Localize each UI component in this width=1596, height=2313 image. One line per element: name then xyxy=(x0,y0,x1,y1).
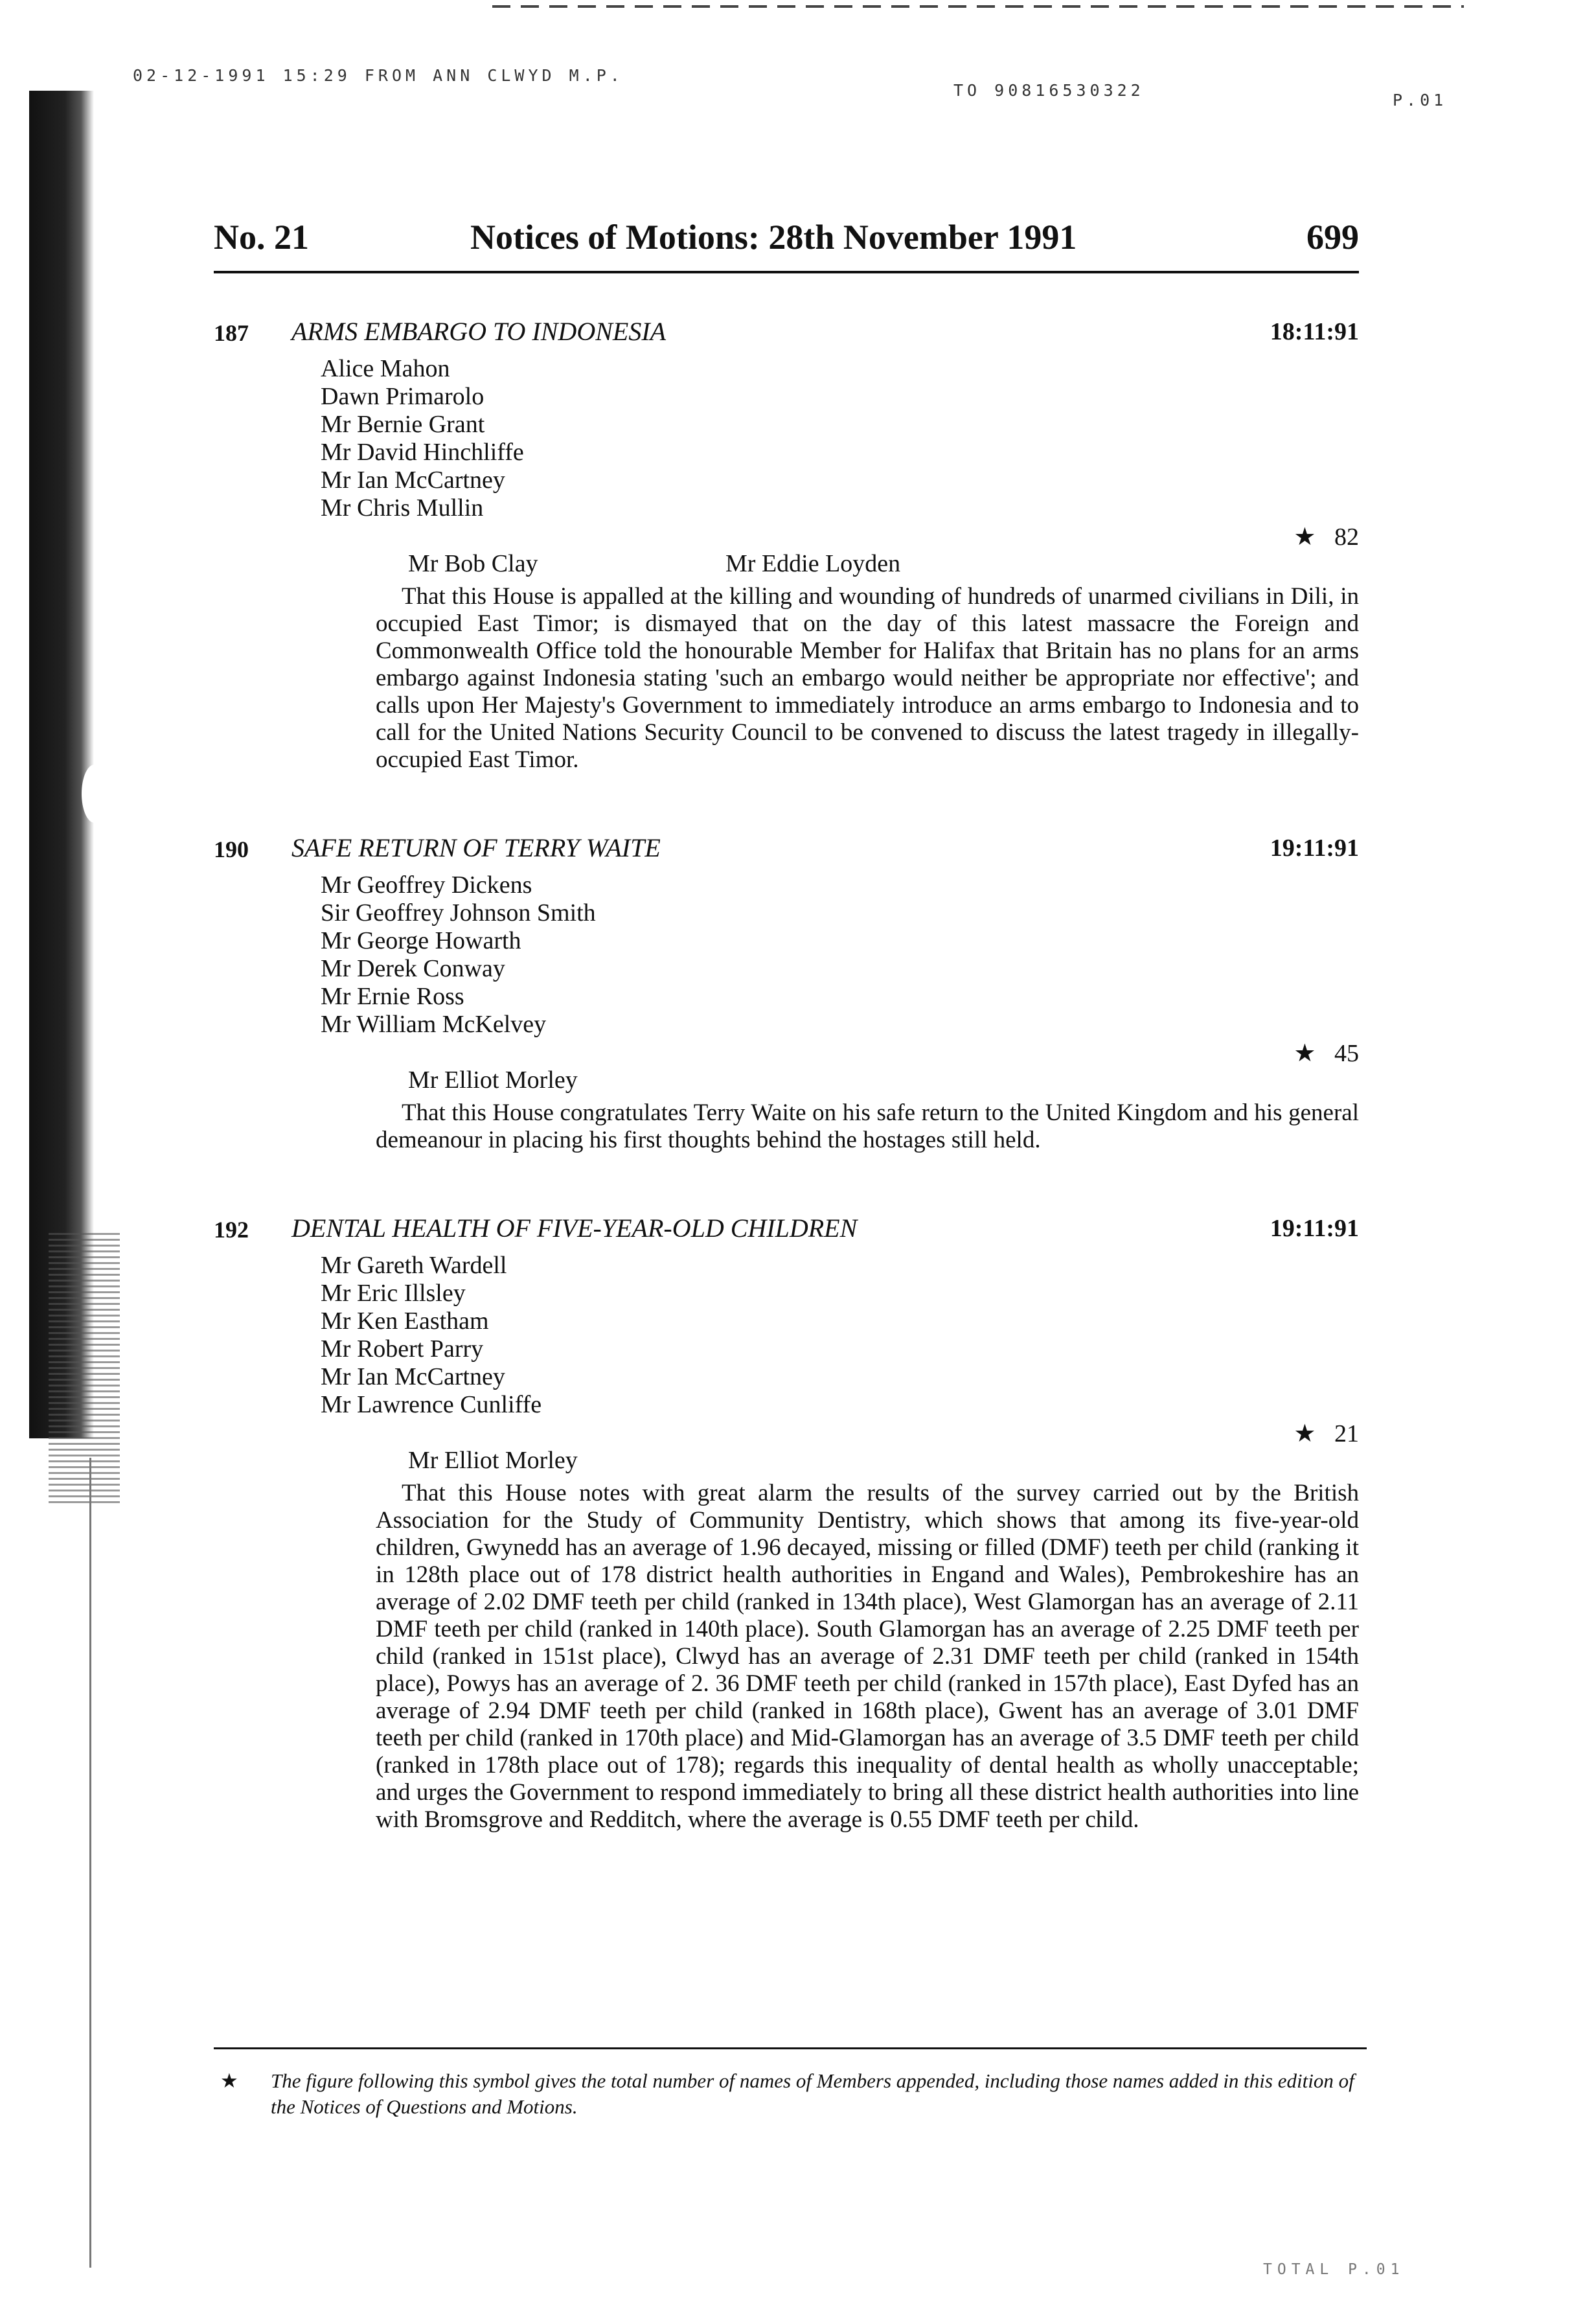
sponsor-name: Mr Ken Eastham xyxy=(321,1307,489,1335)
fax-recipient-line: TO 90816530322 xyxy=(953,81,1145,100)
scan-hole xyxy=(82,765,108,823)
motion-date: 19:11:91 xyxy=(1270,1215,1359,1242)
added-name: Mr Bob Clay xyxy=(408,550,538,577)
motion-header xyxy=(214,833,1359,866)
scan-top-dashes xyxy=(492,5,1464,8)
motion-header xyxy=(214,316,1359,350)
sponsor-list xyxy=(321,871,1359,1039)
sponsor-name: Mr Ian McCartney xyxy=(321,466,505,494)
sponsor-list xyxy=(321,1252,1359,1419)
star-icon: ★ xyxy=(220,2069,238,2092)
member-count: ★ 45 xyxy=(1294,1040,1359,1067)
motion-text: That this House congratulates Terry Waite on his safe return to the United Kingdom and his general demeanour in placing his first thoughts behind the hostages still held. xyxy=(376,1099,1359,1153)
motion-header xyxy=(214,1213,1359,1247)
motion-text: That this House is appalled at the killing and wounding of hundreds of unarmed civilians in Dili, in occupied East Timor; is dismayed that on the day of this latest massacre the Foreign and Commonwealth Office told the honourable Member for Halifax that Britain has no plans for an arms embargo against Indonesia stating 'such an embargo would neither be appropriate nor effective'; and calls upon Her Majesty's Government to immediately introduce an arms embargo to Indonesia and to call for the United Nations Security Council to be convened to discuss the latest tragedy in illegally-occupied East Timor. xyxy=(376,583,1359,773)
header-rule xyxy=(214,271,1359,273)
sponsor-name: Mr Lawrence Cunliffe xyxy=(321,1391,542,1418)
scan-noise xyxy=(49,1231,120,1503)
added-name: Mr Eddie Loyden xyxy=(725,550,901,577)
motion-number: 192 xyxy=(214,1217,249,1243)
added-names xyxy=(214,1445,1359,1475)
motion-date: 19:11:91 xyxy=(1270,834,1359,862)
scan-edge-line xyxy=(89,1458,91,2268)
sponsor-name: Sir Geoffrey Johnson Smith xyxy=(321,899,596,926)
footnote-text: The figure following this symbol gives the total number of names of Members appended, including those names added in this edition of the Notices of Questions and Motions. xyxy=(271,2069,1354,2118)
sponsor-name: Mr David Hinchliffe xyxy=(321,439,524,466)
added-name: Mr Elliot Morley xyxy=(408,1066,578,1094)
member-count: ★ 21 xyxy=(1294,1420,1359,1447)
motion-190 xyxy=(214,833,1359,1154)
sponsor-name: Dawn Primarolo xyxy=(321,383,484,410)
added-name: Mr Elliot Morley xyxy=(408,1447,578,1474)
sponsor-name: Mr Eric Illsley xyxy=(321,1280,466,1307)
added-names xyxy=(214,548,1359,578)
issue-number: No. 21 xyxy=(214,218,309,257)
motion-title: DENTAL HEALTH OF FIVE-YEAR-OLD CHILDREN xyxy=(291,1214,858,1243)
page-header xyxy=(214,211,1359,264)
motion-187 xyxy=(214,316,1359,774)
motion-title: SAFE RETURN OF TERRY WAITE xyxy=(291,833,661,862)
sponsor-name: Mr Robert Parry xyxy=(321,1335,484,1363)
sponsor-list xyxy=(321,355,1359,522)
motion-number: 187 xyxy=(214,320,249,346)
fax-sender-line: 02-12-1991 15:29 FROM ANN CLWYD M.P. xyxy=(133,66,624,85)
footnote-rule xyxy=(214,2047,1367,2049)
footnote xyxy=(220,2068,1373,2120)
sponsor-name: Mr Derek Conway xyxy=(321,955,505,982)
sponsor-name: Mr Chris Mullin xyxy=(321,494,484,522)
fax-total-pages: TOTAL P.01 xyxy=(1263,2261,1405,2278)
sponsor-name: Mr George Howarth xyxy=(321,927,521,954)
sponsor-name: Mr Ernie Ross xyxy=(321,983,464,1010)
motion-number: 190 xyxy=(214,836,249,862)
sponsor-name: Mr Bernie Grant xyxy=(321,411,485,438)
sponsor-name: Mr Ian McCartney xyxy=(321,1363,505,1390)
member-count: ★ 82 xyxy=(1294,524,1359,551)
sponsor-name: Mr Geoffrey Dickens xyxy=(321,871,532,899)
sponsor-name: Mr William McKelvey xyxy=(321,1011,547,1038)
page-title: Notices of Motions: 28th November 1991 xyxy=(470,218,1077,257)
page-number: 699 xyxy=(1306,218,1359,257)
added-names xyxy=(214,1064,1359,1094)
motion-192 xyxy=(214,1213,1359,1834)
motion-title: ARMS EMBARGO TO INDONESIA xyxy=(291,317,667,346)
sponsor-name: Mr Gareth Wardell xyxy=(321,1252,507,1279)
motion-date: 18:11:91 xyxy=(1270,318,1359,345)
fax-page-number: P.01 xyxy=(1393,91,1448,109)
sponsor-name: Alice Mahon xyxy=(321,355,450,382)
motion-text: That this House notes with great alarm the results of the survey carried out by the British Association for the Study of Community Dentistry, which shows that among its five-year-old children, Gwynedd has an average of 1.96 decayed, missing or filled (DMF) teeth per child (ranking it in 128th place out of 178 district health authorities in Engand and Wales), Pembrokeshire has an average of 2.02 DMF teeth per child (ranked in 134th place), West Glamorgan has an average of 2.11 DMF teeth per child (ranked in 140th place). South Glamorgan has an average of 2.25 DMF teeth per child (ranked in 151st place), Clwyd has an average of 2.31 DMF teeth per child (ranked in 154th place), Powys has an average of 2. 36 DMF teeth per child (ranked in 157th place), East Dyfed has an average of 2.94 DMF teeth per child (ranked in 168th place), Gwent has an average of 3.01 DMF teeth per child (ranked in 170th place) and Mid-Glamorgan has an average of 3.5 DMF teeth per child (ranked in 178th place out of 178); regards this inequality of dental health as wholly unacceptable; and urges the Government to respond immediately to bring all these district health authorities into line with Bromsgrove and Redditch, where the average is 0.55 DMF teeth per child. xyxy=(376,1480,1359,1833)
